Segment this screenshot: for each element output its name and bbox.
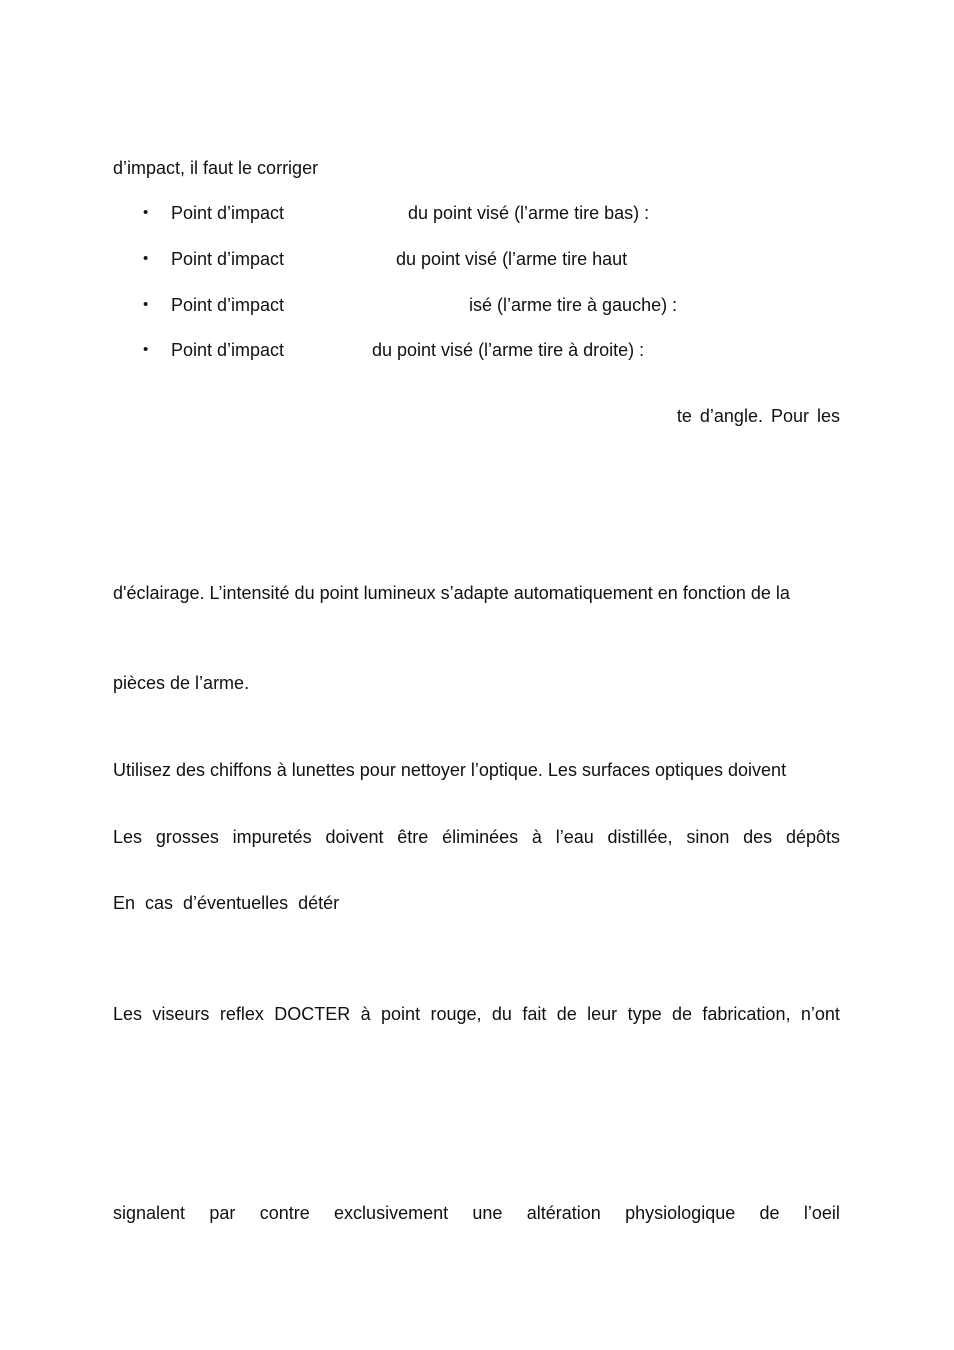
word: du bbox=[491, 1004, 512, 1024]
word: rouge, bbox=[430, 1004, 482, 1024]
word: dépôts bbox=[785, 827, 840, 847]
word: Les bbox=[113, 1004, 143, 1024]
word: des bbox=[743, 827, 773, 847]
bullet-icon: • bbox=[143, 341, 149, 358]
bullet-icon: • bbox=[143, 296, 149, 313]
word: Les bbox=[113, 827, 143, 847]
word: fabrication, bbox=[702, 1004, 791, 1024]
paragraph-impurities bbox=[113, 826, 840, 848]
bullet-tail: du point visé (l’arme tire à droite) : bbox=[372, 340, 645, 360]
word: de bbox=[759, 1203, 780, 1223]
word: l’oeil bbox=[803, 1203, 840, 1223]
paragraph-docter bbox=[113, 1003, 840, 1025]
word: par bbox=[209, 1203, 236, 1223]
word: éliminées bbox=[442, 827, 519, 847]
word: grosses bbox=[155, 827, 219, 847]
intro-line: d’impact, il faut le corriger bbox=[113, 158, 319, 178]
paragraph-lighting: d'éclairage. L’intensité du point lumineux s’adapte automatiquement en fonction de la bbox=[113, 583, 790, 603]
bullet-label: Point d’impact bbox=[171, 203, 285, 223]
word: signalent bbox=[113, 1203, 186, 1223]
word: de bbox=[671, 1004, 693, 1024]
word: une bbox=[472, 1203, 503, 1223]
word: fait bbox=[522, 1004, 547, 1024]
word: point bbox=[381, 1004, 421, 1024]
fragment-right: te d’angle. Pour les bbox=[676, 406, 840, 426]
word: reflex bbox=[219, 1004, 264, 1024]
word: physiologique bbox=[625, 1203, 736, 1223]
word: leur bbox=[587, 1004, 618, 1024]
word: à bbox=[531, 827, 542, 847]
word: doivent bbox=[325, 827, 384, 847]
bullet-icon: • bbox=[143, 250, 149, 267]
word: l’eau bbox=[555, 827, 594, 847]
word: distillée, bbox=[607, 827, 673, 847]
word: exclusivement bbox=[334, 1203, 449, 1223]
bullet-tail: isé (l’arme tire à gauche) : bbox=[469, 295, 678, 315]
word: être bbox=[397, 827, 429, 847]
word: DOCTER bbox=[274, 1004, 351, 1024]
bullet-label: Point d’impact bbox=[171, 249, 285, 269]
bullet-tail: du point visé (l’arme tire haut bbox=[396, 249, 628, 269]
paragraph-signal bbox=[113, 1202, 840, 1224]
paragraph-pieces: pièces de l’arme. bbox=[113, 673, 250, 693]
word: de bbox=[556, 1004, 577, 1024]
word: impuretés bbox=[232, 827, 312, 847]
word: altération bbox=[526, 1203, 601, 1223]
word: n’ont bbox=[800, 1004, 840, 1024]
bullet-tail: du point visé (l’arme tire bas) : bbox=[408, 203, 650, 223]
bullet-label: Point d’impact bbox=[171, 340, 285, 360]
bullet-icon: • bbox=[143, 204, 149, 221]
word: type bbox=[627, 1004, 662, 1024]
paragraph-cloths: Utilisez des chiffons à lunettes pour nettoyer l’optique. Les surfaces optiques doivent bbox=[113, 760, 787, 780]
word: contre bbox=[259, 1203, 310, 1223]
bullet-label: Point d’impact bbox=[171, 295, 285, 315]
word: à bbox=[360, 1004, 371, 1024]
word: viseurs bbox=[152, 1004, 210, 1024]
word: sinon bbox=[686, 827, 730, 847]
paragraph-damage: En cas d’éventuelles détér bbox=[113, 893, 340, 913]
